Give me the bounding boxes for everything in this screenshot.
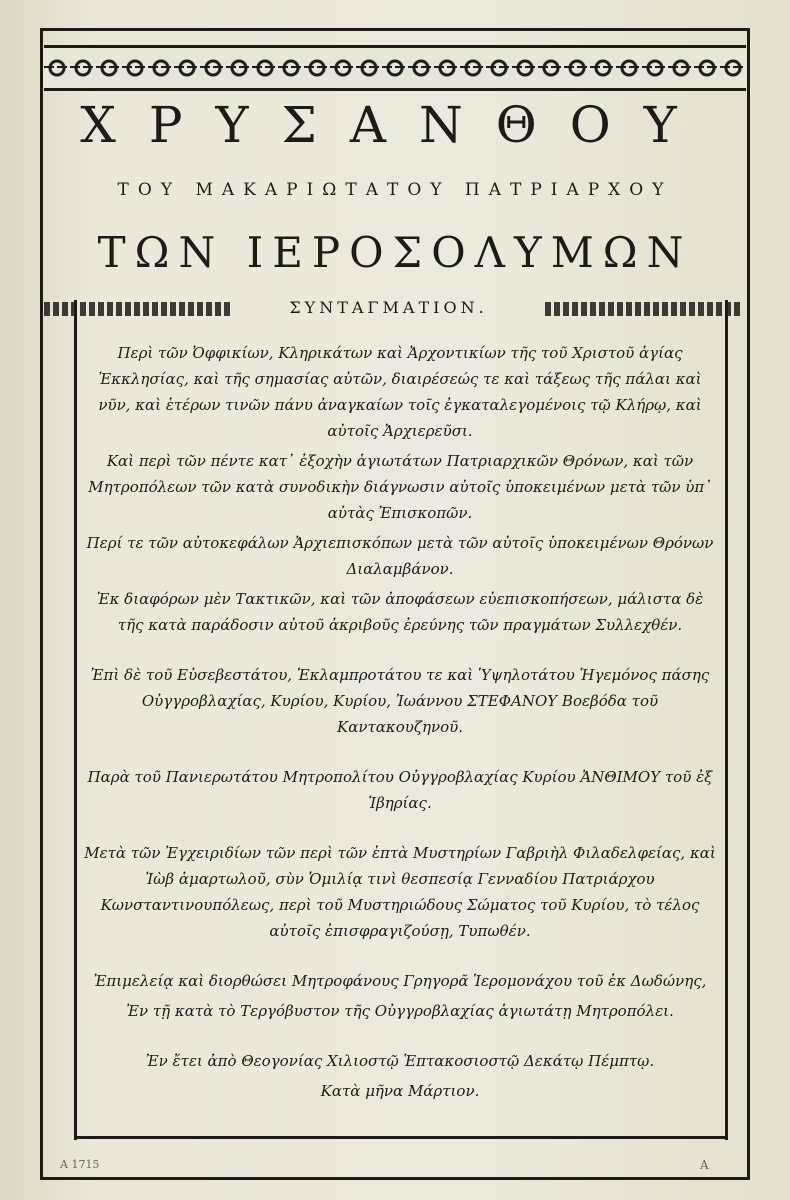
paragraph-editor: Ἐπιμελείᾳ καὶ διορθώσει Μητροφάνους Γρηγορᾶ Ἱερομονάχου τοῦ ἐκ Δωδώνης, [93, 972, 707, 990]
paragraph-metropolitan: Παρὰ τοῦ Πανιερωτάτου Μητροπολίτου Οὐγγροβλαχίας Κυρίου ἈΝΘΙΜΟΥ τοῦ ἐξ Ἰβηρίας. [87, 768, 713, 812]
paragraph-archbishops: Περί τε τῶν αὐτοκεφάλων Ἀρχιεπισκόπων μετὰ τῶν αὐτοῖς ὑποκειμένων Θρόνων Διαλαμβάνον. [86, 534, 714, 578]
page-mark-right: A [700, 1158, 709, 1172]
title-page-body [84, 340, 716, 1108]
paragraph-place: Ἐν τῇ κατὰ τὸ Τεργόβυστον τῆς Οὐγγροβλαχίας ἁγιωτάτῃ Μητροπόλει. [126, 1002, 674, 1020]
paragraph-year: Ἐν ἔτει ἀπὸ Θεογονίας Χιλιοστῷ Ἑπτακοσιοστῷ Δεκάτῳ Πέμπτῳ. [145, 1052, 655, 1070]
place-title: ΤΩΝ ΙΕΡΟΣΟΛΥΜΩΝ [97, 228, 693, 277]
paragraph-offices: Περὶ τῶν Ὀφφικίων, Κληρικάτων καὶ Ἀρχοντικίων τῆς τοῦ Χριστοῦ ἁγίας Ἐκκλησίας, καὶ τῆς σημασίας αὐτῶν, διαιρέσεώς τε καὶ τάξεως τῆς πάλαι καὶ νῦν, καὶ ἑτέρων τινῶν πάνυ ἀναγκαίων τοῖς ἐγκαταλεγομένοις τῷ Κλήρῳ, καὶ αὐτοῖς Ἀρχιερεῦσι. [98, 344, 702, 440]
author-subtitle: ΤΟΥ ΜΑΚΑΡΙΩΤΑΤΟΥ ΠΑΤΡΙΑΡΧΟΥ [117, 180, 673, 200]
page-mark-left: A 1715 [60, 1158, 100, 1171]
author-title: ΧΡΥΣΑΝΘΟΥ [80, 96, 710, 154]
paragraph-month: Κατὰ μῆνα Μάρτιον. [320, 1082, 480, 1100]
paragraph-enchiridia: Μετὰ τῶν Ἐγχειριδίων τῶν περὶ τῶν ἑπτὰ Μυστηρίων Γαβριὴλ Φιλαδελφείας, καὶ Ἰὼβ ἁμαρτωλοῦ, σὺν Ὁμιλίᾳ τινὶ θεσπεσίᾳ Γενναδίου Πατριάρχου Κωνσταντινουπόλεως, περὶ τοῦ Μυστηριώδους Σώματος τοῦ Κυρίου, τὸ τέλος αὐτοῖς ἐπισφραγιζούσῃ, Τυπωθέν. [84, 844, 716, 940]
ornamental-band [44, 45, 746, 91]
bottom-rule [74, 1136, 728, 1139]
work-title: ΣΥΝΤΑΓΜΑΤΙΟΝ. [289, 298, 488, 317]
paragraph-sources: Ἐκ διαφόρων μὲν Τακτικῶν, καὶ τῶν ἀποφάσεων εὐεπισκοπήσεων, μάλιστα δὲ τῆς κατὰ παράδοσιν αὐτοῦ ἀκριβοῦς ἐρεύνης τῶν πραγμάτων Συλλεχθέν. [96, 590, 704, 634]
paragraph-prince: Ἐπὶ δὲ τοῦ Εὐσεβεστάτου, Ἐκλαμπροτάτου τε καὶ Ὑψηλοτάτου Ἡγεμόνος πάσης Οὐγγροβλαχίας, Κυρίου, Κυρίου, Ἰωάννου ΣΤΕΦΑΝΟΥ Βοεβόδα τοῦ Καντακουζηνοῦ. [90, 666, 710, 736]
paragraph-thrones: Καὶ περὶ τῶν πέντε κατ᾽ ἐξοχὴν ἁγιωτάτων Πατριαρχικῶν Θρόνων, καὶ τῶν Μητροπόλεων τῶν κατὰ συνοδικὴν διάγνωσιν αὐτοῖς ὑποκειμένων μετὰ τῶν ὑπ᾽ αὐτὰς Ἐπισκοπῶν. [88, 452, 712, 522]
